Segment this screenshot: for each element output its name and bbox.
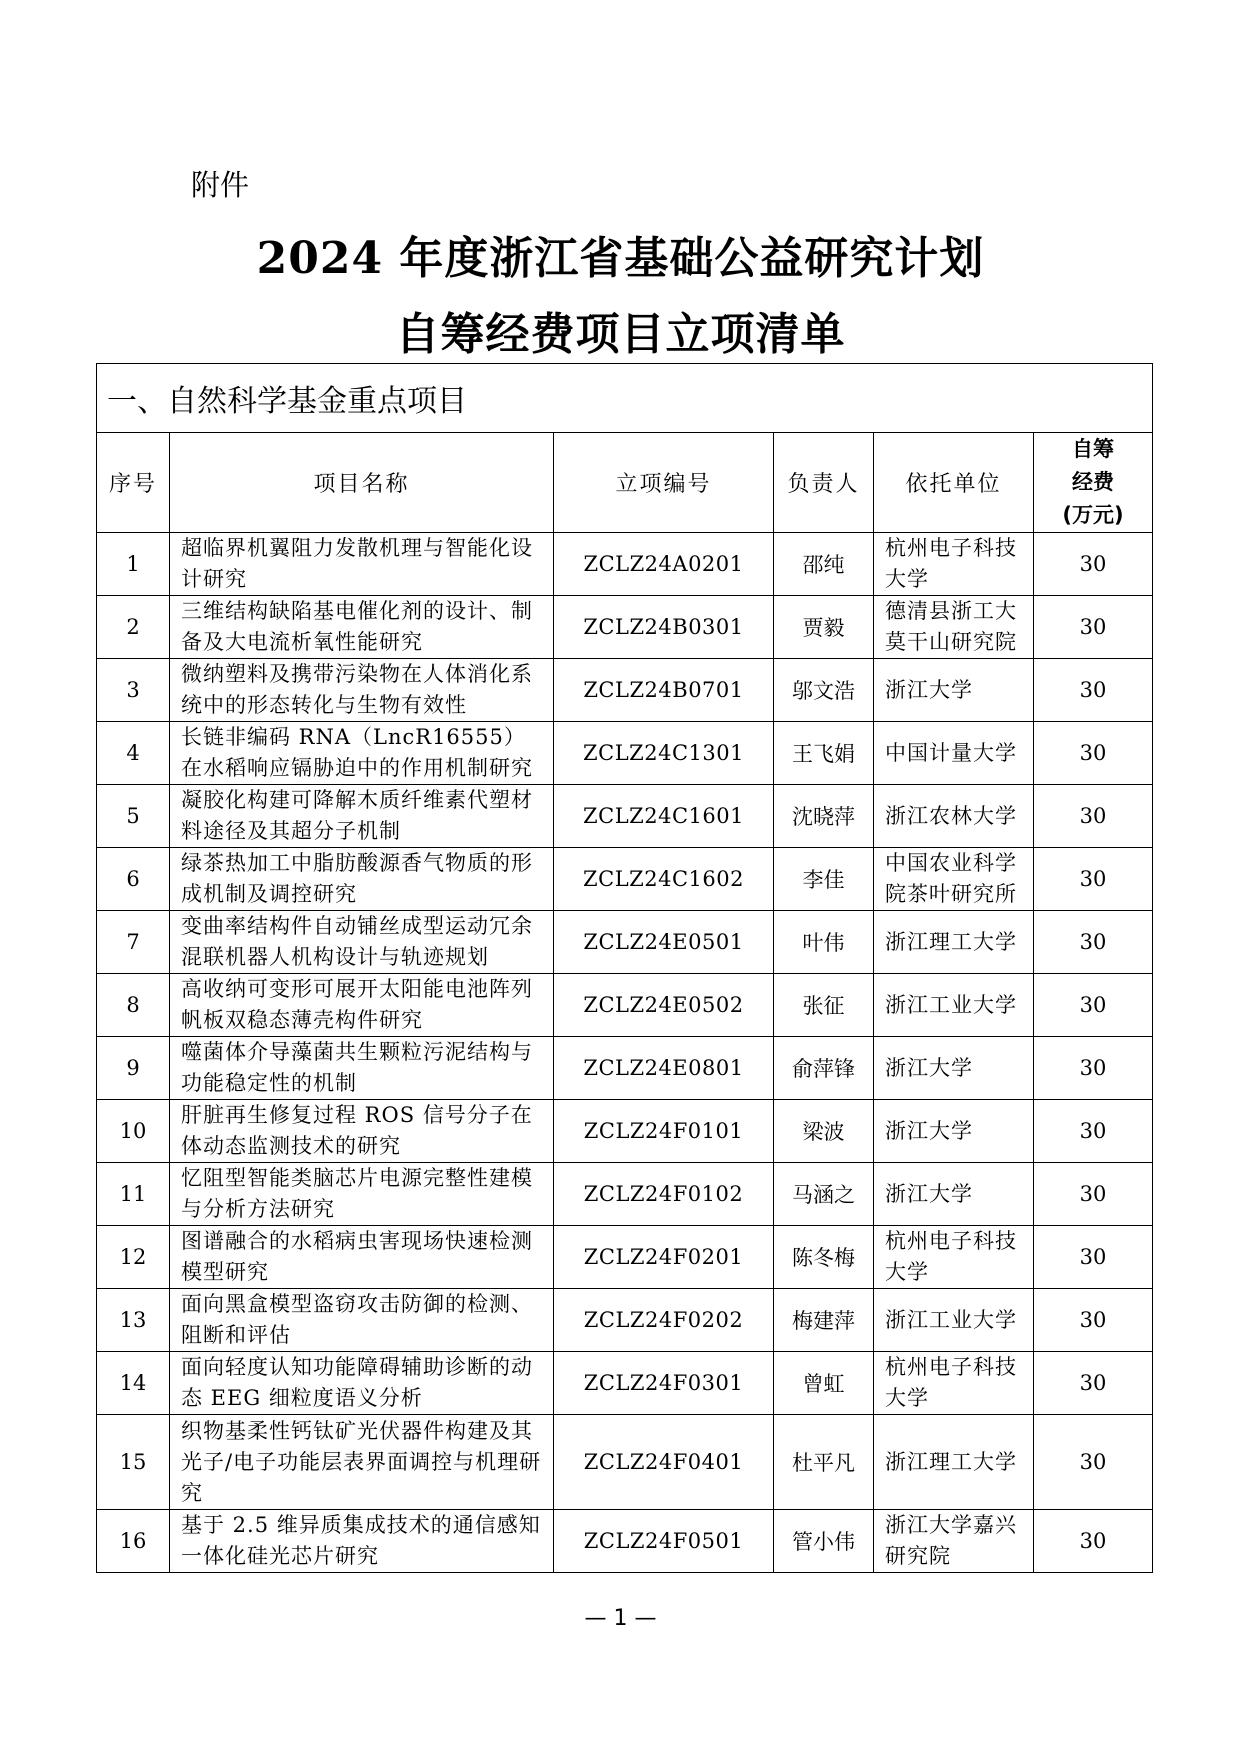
cell-leader: 邵纯 [774, 533, 874, 596]
cell-code: ZCLZ24B0701 [554, 659, 774, 722]
cell-no: 5 [97, 785, 170, 848]
cell-fund: 30 [1034, 848, 1153, 911]
cell-unit: 杭州电子科技大学 [874, 533, 1034, 596]
table-row [97, 1163, 1153, 1226]
cell-fund: 30 [1034, 974, 1153, 1037]
table-header-row [97, 433, 1153, 533]
table-row [97, 722, 1153, 785]
cell-no: 16 [97, 1510, 170, 1573]
cell-no: 1 [97, 533, 170, 596]
cell-leader: 叶伟 [774, 911, 874, 974]
cell-leader: 邬文浩 [774, 659, 874, 722]
cell-no: 6 [97, 848, 170, 911]
cell-unit: 浙江理工大学 [874, 1415, 1034, 1510]
cell-fund: 30 [1034, 1163, 1153, 1226]
cell-name: 噬菌体介导藻菌共生颗粒污泥结构与功能稳定性的机制 [170, 1037, 554, 1100]
cell-name: 绿茶热加工中脂肪酸源香气物质的形成机制及调控研究 [170, 848, 554, 911]
header-code: 立项编号 [554, 433, 774, 533]
cell-fund: 30 [1034, 1100, 1153, 1163]
cell-unit: 浙江大学 [874, 1037, 1034, 1100]
document-title-line1: 2024 年度浙江省基础公益研究计划 [256, 233, 985, 284]
cell-unit: 杭州电子科技大学 [874, 1226, 1034, 1289]
cell-leader: 贾毅 [774, 596, 874, 659]
cell-name: 凝胶化构建可降解木质纤维素代塑材料途径及其超分子机制 [170, 785, 554, 848]
cell-fund: 30 [1034, 596, 1153, 659]
cell-unit: 德清县浙工大莫干山研究院 [874, 596, 1034, 659]
cell-fund: 30 [1034, 659, 1153, 722]
cell-unit: 浙江大学嘉兴研究院 [874, 1510, 1034, 1573]
table-row [97, 1226, 1153, 1289]
cell-leader: 李佳 [774, 848, 874, 911]
cell-fund: 30 [1034, 785, 1153, 848]
cell-name: 肝脏再生修复过程 ROS 信号分子在体动态监测技术的研究 [170, 1100, 554, 1163]
cell-fund: 30 [1034, 911, 1153, 974]
cell-no: 10 [97, 1100, 170, 1163]
cell-no: 13 [97, 1289, 170, 1352]
cell-name: 长链非编码 RNA（LncR16555）在水稻响应镉胁迫中的作用机制研究 [170, 722, 554, 785]
header-fund-line2: 经费 [1072, 470, 1115, 494]
cell-leader: 马涵之 [774, 1163, 874, 1226]
table-row [97, 659, 1153, 722]
cell-code: ZCLZ24F0301 [554, 1352, 774, 1415]
table-row [97, 1510, 1153, 1573]
cell-fund: 30 [1034, 1037, 1153, 1100]
cell-code: ZCLZ24E0501 [554, 911, 774, 974]
cell-code: ZCLZ24F0202 [554, 1289, 774, 1352]
cell-no: 2 [97, 596, 170, 659]
cell-no: 8 [97, 974, 170, 1037]
header-fund-line1: 自筹 [1072, 437, 1115, 461]
cell-name: 变曲率结构件自动铺丝成型运动冗余混联机器人机构设计与轨迹规划 [170, 911, 554, 974]
cell-name: 基于 2.5 维异质集成技术的通信感知一体化硅光芯片研究 [170, 1510, 554, 1573]
cell-unit: 浙江理工大学 [874, 911, 1034, 974]
cell-leader: 梅建萍 [774, 1289, 874, 1352]
table-row [97, 1352, 1153, 1415]
cell-unit: 浙江农林大学 [874, 785, 1034, 848]
page-number: — 1 — [584, 1606, 657, 1631]
cell-unit: 浙江工业大学 [874, 1289, 1034, 1352]
cell-code: ZCLZ24F0401 [554, 1415, 774, 1510]
cell-code: ZCLZ24A0201 [554, 533, 774, 596]
table-row [97, 974, 1153, 1037]
cell-code: ZCLZ24F0201 [554, 1226, 774, 1289]
cell-fund: 30 [1034, 533, 1153, 596]
cell-code: ZCLZ24C1602 [554, 848, 774, 911]
cell-unit: 中国农业科学院茶叶研究所 [874, 848, 1034, 911]
cell-no: 7 [97, 911, 170, 974]
cell-code: ZCLZ24C1601 [554, 785, 774, 848]
table-row [97, 785, 1153, 848]
cell-name: 面向黑盒模型盗窃攻击防御的检测、阻断和评估 [170, 1289, 554, 1352]
cell-fund: 30 [1034, 1289, 1153, 1352]
cell-name: 微纳塑料及携带污染物在人体消化系统中的形态转化与生物有效性 [170, 659, 554, 722]
cell-leader: 管小伟 [774, 1510, 874, 1573]
cell-name: 忆阻型智能类脑芯片电源完整性建模与分析方法研究 [170, 1163, 554, 1226]
cell-unit: 浙江大学 [874, 1100, 1034, 1163]
table-row [97, 1100, 1153, 1163]
header-unit: 依托单位 [874, 433, 1034, 533]
cell-no: 15 [97, 1415, 170, 1510]
cell-no: 9 [97, 1037, 170, 1100]
cell-name: 三维结构缺陷基电催化剂的设计、制备及大电流析氧性能研究 [170, 596, 554, 659]
cell-no: 11 [97, 1163, 170, 1226]
cell-code: ZCLZ24F0101 [554, 1100, 774, 1163]
cell-fund: 30 [1034, 722, 1153, 785]
table-row [97, 533, 1153, 596]
cell-unit: 浙江大学 [874, 659, 1034, 722]
cell-leader: 王飞娟 [774, 722, 874, 785]
document-title-line2: 自筹经费项目立项清单 [395, 309, 846, 360]
header-name: 项目名称 [170, 433, 554, 533]
cell-leader: 俞萍锋 [774, 1037, 874, 1100]
cell-name: 高收纳可变形可展开太阳能电池阵列帆板双稳态薄壳构件研究 [170, 974, 554, 1037]
cell-code: ZCLZ24E0801 [554, 1037, 774, 1100]
cell-name: 超临界机翼阻力发散机理与智能化设计研究 [170, 533, 554, 596]
cell-fund: 30 [1034, 1226, 1153, 1289]
project-table [96, 363, 1153, 1573]
table-row [97, 1415, 1153, 1510]
table-row [97, 911, 1153, 974]
table-row [97, 1037, 1153, 1100]
header-fund [1034, 433, 1153, 533]
cell-fund: 30 [1034, 1415, 1153, 1510]
cell-unit: 中国计量大学 [874, 722, 1034, 785]
cell-leader: 杜平凡 [774, 1415, 874, 1510]
cell-leader: 张征 [774, 974, 874, 1037]
table-row [97, 848, 1153, 911]
cell-unit: 杭州电子科技大学 [874, 1352, 1034, 1415]
cell-fund: 30 [1034, 1352, 1153, 1415]
cell-no: 12 [97, 1226, 170, 1289]
cell-leader: 梁波 [774, 1100, 874, 1163]
cell-code: ZCLZ24C1301 [554, 722, 774, 785]
section-title: 一、自然科学基金重点项目 [97, 364, 1153, 433]
cell-name: 面向轻度认知功能障碍辅助诊断的动态 EEG 细粒度语义分析 [170, 1352, 554, 1415]
attachment-label: 附件 [191, 168, 250, 202]
cell-unit: 浙江大学 [874, 1163, 1034, 1226]
header-no: 序号 [97, 433, 170, 533]
cell-no: 3 [97, 659, 170, 722]
cell-code: ZCLZ24E0502 [554, 974, 774, 1037]
cell-leader: 陈冬梅 [774, 1226, 874, 1289]
cell-code: ZCLZ24F0102 [554, 1163, 774, 1226]
header-leader: 负责人 [774, 433, 874, 533]
cell-unit: 浙江工业大学 [874, 974, 1034, 1037]
cell-code: ZCLZ24F0501 [554, 1510, 774, 1573]
cell-name: 织物基柔性钙钛矿光伏器件构建及其光子/电子功能层表界面调控与机理研究 [170, 1415, 554, 1510]
header-fund-line3: (万元) [1062, 503, 1124, 527]
table-row [97, 596, 1153, 659]
cell-no: 14 [97, 1352, 170, 1415]
cell-name: 图谱融合的水稻病虫害现场快速检测模型研究 [170, 1226, 554, 1289]
cell-code: ZCLZ24B0301 [554, 596, 774, 659]
cell-leader: 曾虹 [774, 1352, 874, 1415]
cell-fund: 30 [1034, 1510, 1153, 1573]
table-row [97, 1289, 1153, 1352]
cell-no: 4 [97, 722, 170, 785]
cell-leader: 沈晓萍 [774, 785, 874, 848]
